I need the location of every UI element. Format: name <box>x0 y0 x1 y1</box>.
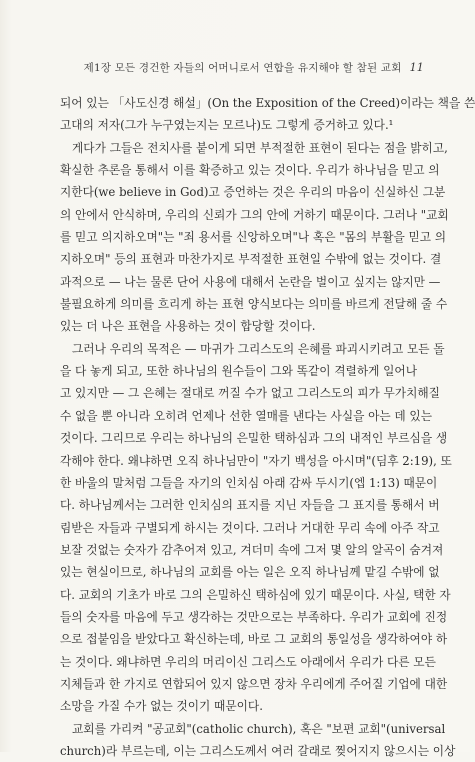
running-header <box>44 60 424 75</box>
text-line: 으로 접붙임을 받았다고 확신하는데, 바로 그 교회의 통일성을 생각하여야 하 <box>60 632 448 647</box>
paragraph-first-line: 게다가 그들은 전치사를 붙이게 되면 부적절한 표현이 된다는 점을 밝히고, <box>72 140 448 155</box>
text-line: 각해야 한다. 왜냐하면 오직 하나님만이 "자기 백성을 아시며"(딤후 2:19), 또 <box>60 453 452 468</box>
text-line: 확실한 추론을 통해서 이를 확증하고 있는 것이다. 우리가 하나님을 믿고 의 <box>60 163 440 178</box>
paragraph-first-line: 그러나 우리의 목적은 — 마귀가 그리스도의 은혜를 파괴시키려고 모든 돌 <box>72 341 445 356</box>
text-line: 지체들과 한 가지로 연합되어 있지 않으면 장차 우리에게 주어질 기업에 대한 <box>60 676 448 691</box>
text-line: 다. 교회의 기초가 바로 그의 은밀하신 택하심에 있기 때문이다. 사실, 택한 자 <box>60 587 451 602</box>
text-line: 다. 하나님께서는 그러한 인치심의 표지를 지닌 자들을 그 표지를 통해서 버 <box>60 498 440 513</box>
text-line: 림받은 자들과 구별되게 하시는 것이다. 그러나 거대한 무리 속에 아주 작고 <box>60 520 440 535</box>
text-line: 한 바울의 말처럼 그들을 자기의 인치심 아래 감싸 두시기(엡 1:13) 때문이 <box>60 475 438 490</box>
text-line: 지한다(we believe in God)고 증언하는 것은 우리의 마음이 신실하신 그분 <box>60 185 446 200</box>
text-line: 고 있지만 — 그 은혜는 절대로 꺼질 수가 없고 그리스도의 피가 무가치해질 <box>60 386 440 401</box>
text-line: 있는 현실이므로, 하나님의 교회를 아는 일은 오직 하나님께 맡길 수밖에 없 <box>60 565 440 580</box>
text-line: 것이다. 그리므로 우리는 하나님의 은밀한 택하심과 그의 내적인 부르심을 생 <box>60 431 448 446</box>
body-text <box>60 92 475 762</box>
text-line: 불필요하게 의미를 흐리게 하는 표현 양식보다는 의미를 바르게 전달해 줄 수 <box>60 297 448 312</box>
text-line: 되어 있는 「사도신경 해설」(On the Exposition of the Creed)이라는 책을 쓴 <box>60 96 475 110</box>
text-line: 보잘 것없는 숫자가 감추어져 있고, 겨더미 속에 그저 몇 알의 알곡이 숨겨져 <box>60 542 444 557</box>
running-title: 제1장 모든 경건한 자들의 어머니로서 연합을 유지해야 할 참된 교회 <box>83 62 402 74</box>
text-line: 들의 숫자를 마음에 두고 생각하는 것만으로는 부족하다. 우리가 교회에 진정 <box>60 609 448 624</box>
text-line: 있는 더 나은 표현을 사용하는 것이 합당할 것이다. <box>60 319 316 334</box>
text-line: 를 믿고 의지하오며"는 "죄 용서를 신앙하오며"나 혹은 "몸의 부활을 믿고 의 <box>60 230 447 245</box>
page-number: 11 <box>409 61 424 74</box>
text-line: 소망을 가질 수가 없는 것이기 때문이다. <box>60 699 263 714</box>
text-line: 수 없을 뿐 아니라 오히려 언제나 선한 열매를 낸다는 사실을 아는 데 있는 <box>60 408 432 423</box>
paragraph-first-line: 교회를 가리켜 "공교회"(catholic church), 혹은 "보편 교회"(universal <box>72 721 446 736</box>
text-line: 의 안에서 안식하며, 우리의 신뢰가 그의 안에 거하기 때문이다. 그러나 "교회 <box>60 207 449 222</box>
text-line: church)라 부르는데, 이는 그리스도께서 여러 갈래로 찢어지지 않으시는 이상 <box>60 743 456 758</box>
text-line: 지하오며" 등의 표현과 마찬가지로 부적절한 표현일 수밖에 없는 것이다. 결 <box>60 252 442 267</box>
text-line: 는 것이다. 왜냐하면 우리의 머리이신 그리스도 아래에서 우리가 다른 모든 <box>60 654 436 669</box>
text-line: 과적으로 — 나는 물론 단어 사용에 대해서 논란을 벌이고 싶지는 않지만 — <box>60 274 441 289</box>
text-line: 고대의 저자(그가 누구였는지는 모르나)도 그렇게 증거하고 있다.¹ <box>60 118 394 133</box>
text-line: 을 다 놓게 되고, 또한 하나님의 원수들이 그와 똑같이 격렬하게 일어나 <box>60 364 417 379</box>
